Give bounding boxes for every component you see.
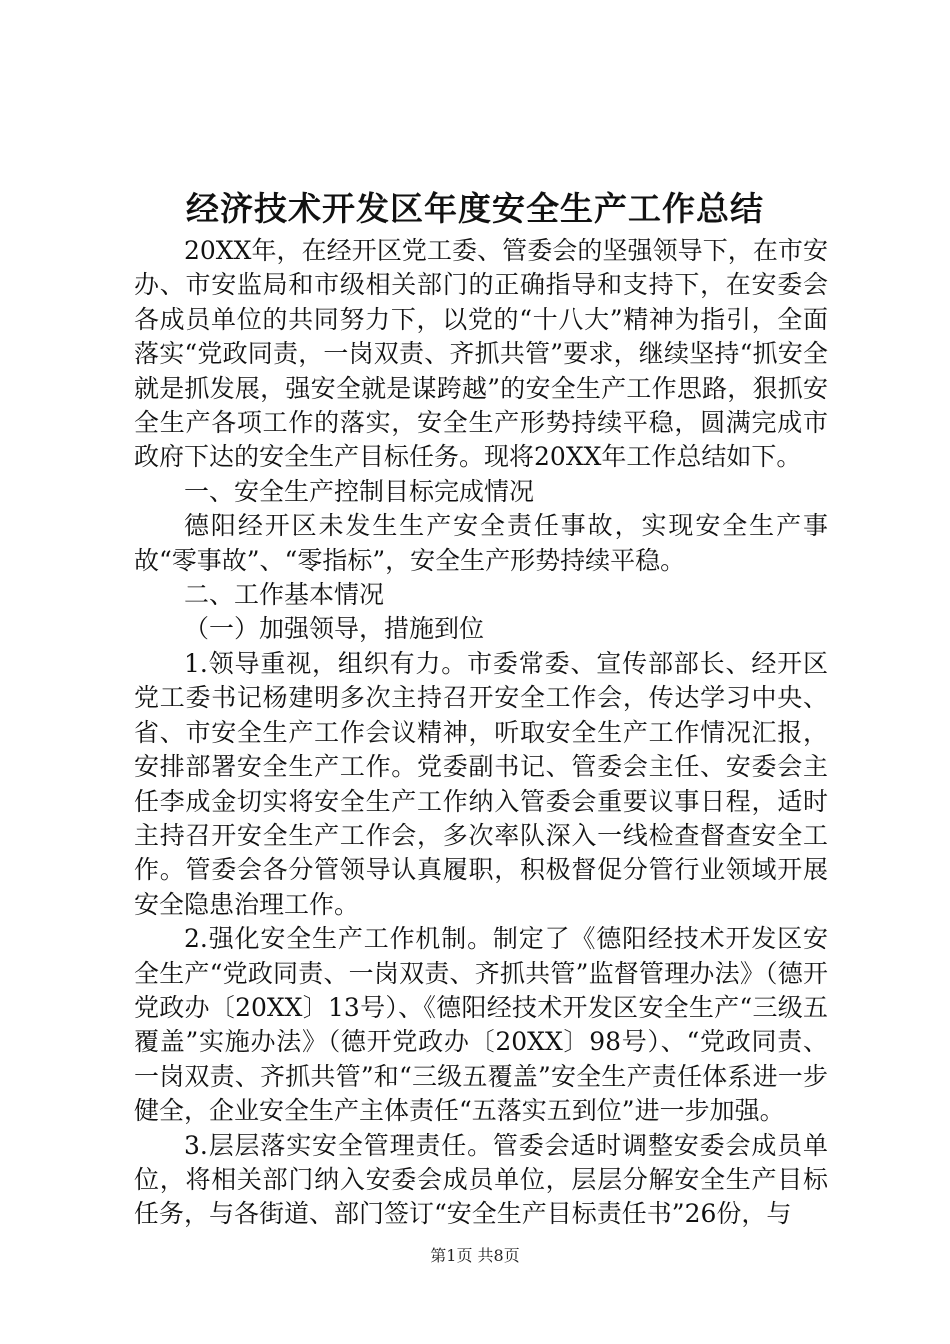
section-heading-1: 一、安全生产控制目标完成情况 [184,476,535,506]
page-footer: 第1页 共8页 [430,1246,520,1265]
paragraph-section-1: 德阳经开区未发生生产安全责任事故，实现安全生产事故“零事故”、“零指标”，安全生产形势持续平稳。 [134,511,828,575]
document-body [134,234,828,1232]
document-title: 经济技术开发区年度安全生产工作总结 [186,189,764,228]
section-heading-2: 二、工作基本情况 [184,580,385,610]
paragraph-item-2: 2.强化安全生产工作机制。制定了《德阳经技术开发区安全生产“党政同责、一岗双责、齐抓共管”监督管理办法》（德开党政办〔20XX〕13号）、《德阳经技术开发区安全生产“三级五覆盖”实施办法》（德开党政办〔20XX〕98号）、“党政同责、一岗双责、齐抓共管”和“三级五覆盖”安全生产责任体系进一步健全，企业安全生产主体责任“五落实五到位”进一步加强。 [134,924,828,1126]
subsection-heading-1: （一）加强领导，措施到位 [184,614,485,644]
paragraph-item-3: 3.层层落实安全管理责任。管委会适时调整安委会成员单位，将相关部门纳入安委会成员单位，层层分解安全生产目标任务，与各街道、部门签订“安全生产目标责任书”26份，与 [134,1130,828,1229]
paragraph-intro: 20XX年，在经开区党工委、管委会的坚强领导下，在市安办、市安监局和市级相关部门的正确指导和支持下，在安委会各成员单位的共同努力下，以党的“十八大”精神为指引，全面落实“党政同责，一岗双责、齐抓共管”要求，继续坚持“抓安全就是抓发展，强安全就是谋跨越”的安全生产工作思路，狠抓安全生产各项工作的落实，安全生产形势持续平稳，圆满完成市政府下达的安全生产目标任务。现将20XX年工作总结如下。 [134,236,828,472]
paragraph-item-1: 1.领导重视，组织有力。市委常委、宣传部部长、经开区党工委书记杨建明多次主持召开安全工作会，传达学习中央、省、市安全生产工作会议精神，听取安全生产工作情况汇报，安排部署安全生产工作。党委副书记、管委会主任、安委会主任李成金切实将安全生产工作纳入管委会重要议事日程，适时主持召开安全生产工作会，多次率队深入一线检查督查安全工作。管委会各分管领导认真履职，积极督促分管行业领域开展安全隐患治理工作。 [134,648,828,919]
